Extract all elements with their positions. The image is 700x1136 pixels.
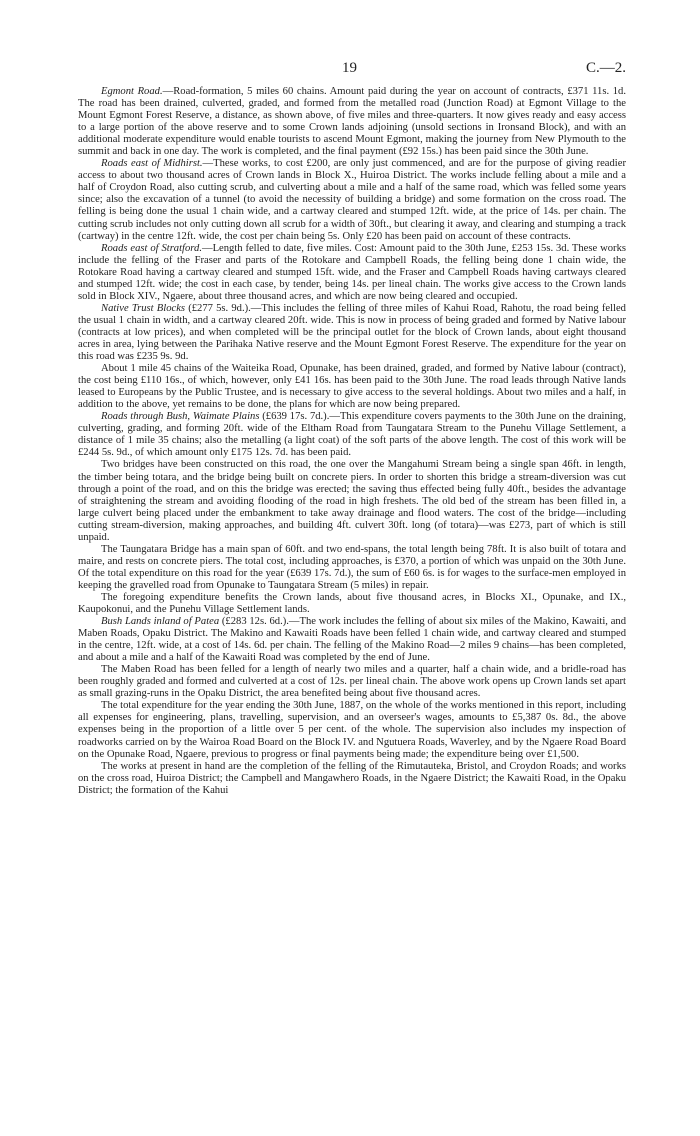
- paragraph-text: —Road-formation, 5 miles 60 chains. Amount paid during the year on account of contracts, £371 11s. 1d. The road has been drained, culverted, graded, and formed from the metalled road (Junction Road) at Egmont Village to the Mount Egmont Forest Reserve, a distance, as shown above, of five miles and three-quarters. It now gives ready and easy access to a large portion of the above reserve and to some Crown lands adjoining (unsold sections in Ironsand Block), and with an additional moderate expenditure would enable tourists to ascend Mount Egmont, making the journey from New Plymouth to the summit and back in one day. The work is completed, and the final payment (£92 15s.) has been paid since the 30th June.: [78, 86, 626, 158]
- paragraph-bush-lands-patea: [78, 616, 626, 664]
- paragraph-title: Roads east of Midhirst.: [101, 158, 203, 170]
- document-reference: C.—2.: [585, 60, 626, 76]
- paragraph-title: Bush Lands inland of Patea: [101, 616, 220, 628]
- paragraph-roads-waimate-plains: [78, 411, 626, 459]
- paragraph-title: Roads through Bush, Waimate Plains: [101, 411, 260, 423]
- paragraph-text: The total expenditure for the year ending the 30th June, 1887, on the whole of the works mentioned in this report, including all expenses for engineering, plans, travelling, supervision, and an overseer's wages, amounts to £5,387 0s. 8d., the above expenses being in the proportion of a little over 5 per cent. of the whole. The supervision also includes my inspection of roadworks carried on by the Wairoa Road Board on the Block IV. and Ngutuera Roads, Waverley, and by the Ngaere Road Board on the Opunake Road, Ngaere, previous to progress or final payments being made; the expenditure being over £1,500.: [78, 700, 626, 760]
- paragraph-text: The foregoing expenditure benefits the Crown lands, about five thousand acres, in Blocks XI., Opunake, and IX., Kaupokonui, and the Punehu Village Settlement lands.: [78, 591, 626, 616]
- page-header: [78, 62, 626, 86]
- paragraph-two-bridges: [78, 459, 626, 543]
- paragraph-works-in-hand: [78, 761, 626, 797]
- paragraph-egmont-road: [78, 86, 626, 158]
- document-page: [78, 62, 626, 797]
- paragraph-text: —Length felled to date, five miles. Cost: Amount paid to the 30th June, £253 15s. 3d. These works include the felling of the Fraser and parts of the Rotokare and Campbell Roads, the felling being done 1 chain wide, the Rotokare Road having a cartway cleared and stumped 15ft. wide, and the Fraser and Campbell Roads having cartways cleared and stumped 12ft. wide; the cost in each case, by tender, being 14s. per lineal chain. The works give access to the Crown lands sold in Block XIV., Ngaere, about three thousand acres, and which are now being cleared and occupied.: [78, 242, 626, 302]
- paragraph-text: Two bridges have been constructed on this road, the one over the Mangahumi Stream being a single span 46ft. in length, the timber being totara, and the bridge being built on concrete piers. In order to shorten this bridge a stream-diversion was cut through a point of the road, and on this the bridge was erected; the saving thus effected being fully 40ft., besides the advantage of straightening the stream and avoiding flooding of the road in high freshets. The old bed of the stream has been filled in, a large culvert being placed under the embankment to take away drainage and flood waters. The cost of the bridge—including cutting stream-diversion, making approaches, and building 4ft. culvert 30ft. long (of totara)—was £273, part of which is still unpaid.: [78, 459, 626, 543]
- paragraph-foregoing-expenditure: [78, 592, 626, 616]
- paragraph-text: The Maben Road has been felled for a length of nearly two miles and a quarter, half a chain wide, and a bridle-road has been roughly graded and formed and culverted at a cost of 12s. per lineal chain. The above work opens up Crown lands set apart as small grazing-runs in the Opaku District, the area benefited being about five thousand acres.: [78, 664, 626, 700]
- page-number: 19: [342, 60, 357, 76]
- paragraph-text: The Taungatara Bridge has a main span of 60ft. and two end-spans, the total length being 78ft. It is also built of totara and maire, and rests on concrete piers. The total cost, including approaches, is £370, a portion of which was unpaid on the 30th June. Of the total expenditure on this road for the year (£639 17s. 7d.), the sum of £60 6s. is for wages to the surface-men employed in keeping the gravelled road from Opunake to Taungatara Stream (5 miles) in repair.: [78, 543, 626, 591]
- paragraph-text: —These works, to cost £200, are only just commenced, and are for the purpose of giving readier access to about two thousand acres of Crown lands in Block X., Huiroa District. The works include felling about a mile and a half of Croydon Road, also cutting scrub, and culverting about a mile and a half of the same road, which was felled some years since; also the excavation of a tunnel (to avoid the necessity of building a bridge) and some formation on the cross road. The felling is being done the usual 1 chain wide, and a cartway cleared and stumped 12ft. wide, at the price of 14s. per chain. The cutting scrub includes not only cutting down all scrub for a width of 30ft., but clearing it away, and clearing and stumping a track (cartway) in the centre 12ft. wide, the cost per chain being 5s. Only £20 has been paid on account of these contracts.: [78, 158, 626, 242]
- paragraph-waiteika-road: [78, 363, 626, 411]
- paragraph-maben-road: [78, 664, 626, 700]
- paragraph-text: (£639 17s. 7d.).—This expenditure covers payments to the 30th June on the draining, culverting, grading, and forming 20ft. wide of the Eltham Road from Taungatara Stream to the Punehu Village Settlement, a distance of 1 mile 35 chains; also the metalling (a light coat) of the soft parts of the above length. The cost of this work will be £244 5s. 9d., of which amount only £175 12s. 7d. has been paid.: [78, 411, 626, 459]
- paragraph-text: (£283 12s. 6d.).—The work includes the felling of about six miles of the Makino, Kawaiti, and Maben Roads, Opaku District. The Makino and Kawaiti Roads have been felled 1 chain wide, and cartway cleared and stumped in the centre, 12ft. wide, at a cost of 14s. 6d. per chain. The felling of the Makino Road—2 miles 9 chains—has been completed, and about a mile and a half of the Kawaiti Road was completed by the end of June.: [78, 616, 626, 664]
- paragraph-text: About 1 mile 45 chains of the Waiteika Road, Opunake, has been drained, graded, and formed by Native labour (contract), the cost being £110 16s., of which, however, only £41 16s. has been paid to the 30th June. The road leads through Native lands leased to Europeans by the Public Trustee, and is necessary to give access to the several holdings. About two miles and a half, in addition to the above, yet remains to be done, the plans for which are now being prepared.: [78, 363, 626, 411]
- paragraph-title: Egmont Road.: [101, 86, 163, 97]
- paragraph-roads-east-midhirst: [78, 158, 626, 242]
- paragraph-taungatara-bridge: [78, 544, 626, 592]
- paragraph-roads-east-stratford: [78, 243, 626, 303]
- paragraph-title: Roads east of Stratford.: [101, 242, 202, 254]
- paragraph-text: (£277 5s. 9d.).—This includes the felling of three miles of Kahui Road, Rahotu, the road being felled the usual 1 chain in width, and a cartway cleared 20ft. wide. This is now in process of being graded and formed by Native labour (contracts at low prices), and when completed will be the principal outlet for the block of Crown lands, about eight thousand acres in area, lying between the Parihaka Native reserve and the Mount Egmont Forest Reserve. The expenditure for the year on this road was £235 9s. 9d.: [78, 302, 626, 363]
- paragraph-text: The works at present in hand are the completion of the felling of the Rimutauteka, Bristol, and Croydon Roads; and works on the cross road, Huiroa District; the Campbell and Mangawhero Roads, in the Ngaere District; the Kawaiti Road, in the Opaku District; the formation of the Kahui: [78, 760, 626, 796]
- paragraph-total-expenditure: [78, 700, 626, 760]
- paragraph-title: Native Trust Blocks: [101, 302, 186, 314]
- paragraph-native-trust-blocks: [78, 303, 626, 363]
